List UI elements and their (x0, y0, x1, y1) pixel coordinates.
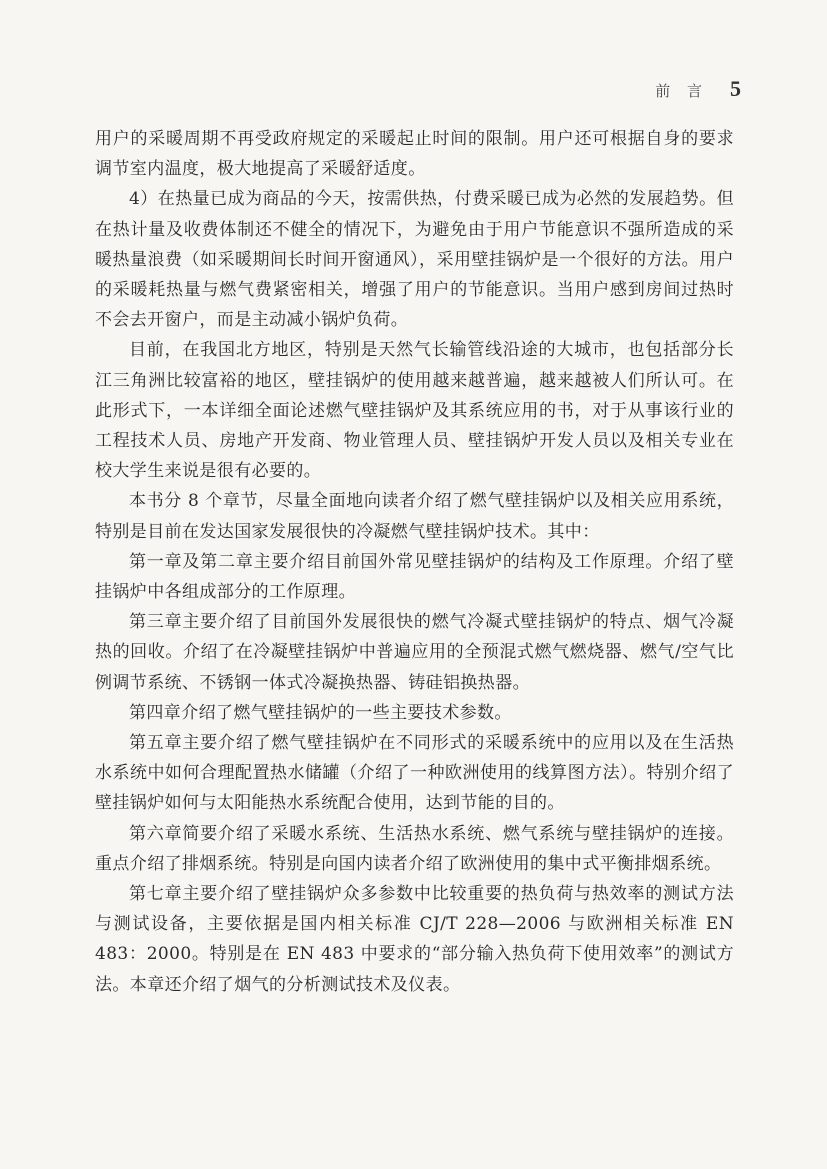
header-title: 前 言 (655, 82, 708, 100)
body-text (95, 124, 734, 1000)
paragraph: 本书分 8 个章节，尽量全面地向读者介绍了燃气壁挂锅炉以及相关应用系统，特别是目前在发达国家发展很快的冷凝燃气壁挂锅炉技术。其中： (95, 491, 734, 542)
paragraph: 第三章主要介绍了目前国外发展很快的燃气冷凝式壁挂锅炉的特点、烟气冷凝热的回收。介绍了在冷凝壁挂锅炉中普遍应用的全预混式燃气燃烧器、燃气/空气比例调节系统、不锈钢一体式冷凝换热器、铸硅铝换热器。 (95, 612, 734, 693)
paragraph: 第一章及第二章主要介绍目前国外常见壁挂锅炉的结构及工作原理。介绍了壁挂锅炉中各组成部分的工作原理。 (95, 551, 734, 603)
paragraph: 第四章介绍了燃气壁挂锅炉的一些主要技术参数。 (129, 702, 512, 723)
paragraph: 4）在热量已成为商品的今天，按需供热，付费采暖已成为必然的发展趋势。但在热计量及收费体制还不健全的情况下，为避免由于用户节能意识不强所造成的采暖热量浪费（如采暖期间长时间开窗通风），采用壁挂锅炉是一个很好的方法。用户的采暖耗热量与燃气费紧密相关，增强了用户的节能意识。当用户感到房间过热时不会去开窗户，而是主动减小锅炉负荷。 (95, 189, 734, 331)
paragraph: 目前，在我国北方地区，特别是天然气长输管线沿途的大城市，也包括部分长江三角洲比较富裕的地区，壁挂锅炉的使用越来越普遍，越来越被人们所认可。在此形式下，一本详细全面论述燃气壁挂锅炉及其系统应用的书，对于从事该行业的工程技术人员、房地产开发商、物业管理人员、壁挂锅炉开发人员以及相关专业在校大学生来说是很有必要的。 (95, 340, 734, 482)
paragraph: 第七章主要介绍了壁挂锅炉众多参数中比较重要的热负荷与热效率的测试方法与测试设备，主要依据是国内相关标准 CJ/T 228—2006 与欧洲相关标准 EN 483：2000。特别是在 EN 483 中要求的“部分输入热负荷下使用效率”的测试方法。本章还介绍了烟气的分析测试技术及仪表。 (95, 884, 734, 995)
paragraph: 用户的采暖周期不再受政府规定的采暖起止时间的限制。用户还可根据自身的要求调节室内温度，极大地提高了采暖舒适度。 (95, 129, 734, 180)
running-header (655, 76, 741, 102)
page-number: 5 (730, 76, 741, 101)
paragraph: 第五章主要介绍了燃气壁挂锅炉在不同形式的采暖系统中的应用以及在生活热水系统中如何合理配置热水储罐（介绍了一种欧洲使用的线算图方法）。特别介绍了壁挂锅炉如何与太阳能热水系统配合使用，达到节能的目的。 (95, 733, 734, 814)
paragraph: 第六章简要介绍了采暖水系统、生活热水系统、燃气系统与壁挂锅炉的连接。重点介绍了排烟系统。特别是向国内读者介绍了欧洲使用的集中式平衡排烟系统。 (95, 823, 734, 874)
